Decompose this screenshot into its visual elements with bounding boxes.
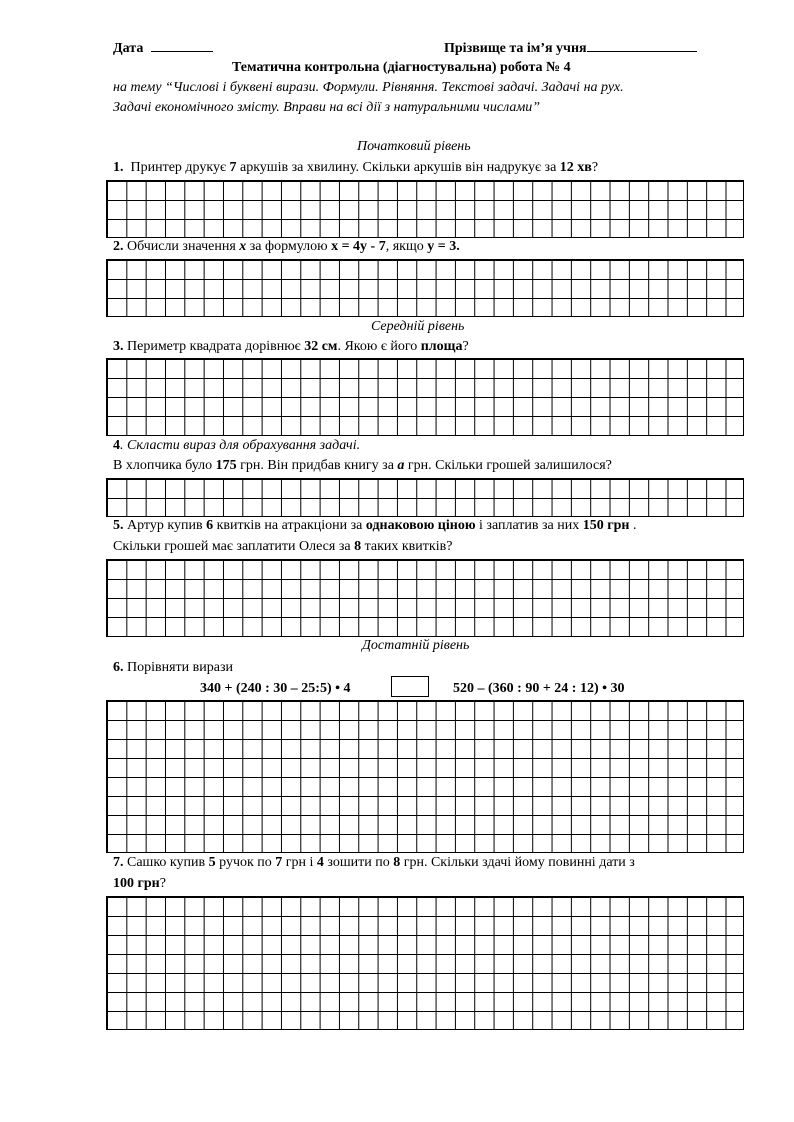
comparison-sign-box[interactable] xyxy=(391,676,429,697)
task-2-formula: x = 4y - 7 xyxy=(331,239,386,254)
task-7-part: ручок по xyxy=(215,855,276,870)
task-4-instruction-text: . Скласти вираз для обрахування задачі. xyxy=(120,438,361,453)
task-7-part: зошити по xyxy=(323,855,394,870)
task-7-text-line-2 xyxy=(113,876,166,892)
date-field xyxy=(113,39,213,57)
task-4-text xyxy=(113,458,612,474)
task-1-bold: 7 xyxy=(229,160,237,175)
task-5-part: Скільки грошей має заплатити Олеся за xyxy=(113,539,355,554)
task-7-bold: 8 xyxy=(393,855,401,870)
topic-line-2: Задачі економічного змісту. Вправи на всі дії з натуральними числами” xyxy=(113,100,541,115)
task-4-number: 4 xyxy=(113,438,120,453)
date-label: Дата xyxy=(113,41,144,56)
task-3-part: ? xyxy=(462,339,469,354)
task-3-bold: 32 см xyxy=(304,339,338,354)
task-5-bold: однаковою ціною xyxy=(365,518,476,533)
task-3-part: Периметр квадрата дорівнює xyxy=(123,339,305,354)
task-1-part: аркушів за хвилину. Скільки аркушів він надрукує за xyxy=(236,160,560,175)
task-5-bold: 6 xyxy=(206,518,214,533)
task-4-part: грн. Він придбав книгу за xyxy=(236,458,398,473)
task-7-bold: 5 xyxy=(208,855,216,870)
page-title: Тематична контрольна (діагностувальна) робота № 4 xyxy=(232,60,571,75)
task-5-number: 5. xyxy=(113,518,124,533)
level-initial: Початковий рівень xyxy=(357,139,471,154)
task-4-part: грн. Скільки грошей залишилося? xyxy=(404,458,612,473)
task-1-text xyxy=(113,160,598,176)
task-4-variable: а xyxy=(397,458,405,473)
task-5-bold: 150 грн xyxy=(582,518,630,533)
task-1-answer-grid[interactable] xyxy=(106,180,744,238)
task-7-part: грн. Скільки здачі йому повинні дати з xyxy=(400,855,635,870)
task-5-answer-grid[interactable] xyxy=(106,559,744,637)
task-5-part: . xyxy=(629,518,637,533)
task-4-bold: 175 xyxy=(215,458,237,473)
task-5-text-line-2 xyxy=(113,539,452,555)
task-2-number: 2. xyxy=(113,239,124,254)
task-7-part: грн і xyxy=(282,855,317,870)
task-3-answer-grid[interactable] xyxy=(106,358,744,436)
student-name-blank[interactable] xyxy=(587,39,697,52)
task-3-part: . Якою є його xyxy=(337,339,421,354)
task-2-answer-grid[interactable] xyxy=(106,259,744,317)
task-7-number: 7. xyxy=(113,855,124,870)
task-7-bold: 4 xyxy=(316,855,324,870)
task-5-text xyxy=(113,518,636,534)
date-blank[interactable] xyxy=(151,39,213,52)
task-4-answer-grid[interactable] xyxy=(106,478,744,517)
task-4-part: В хлопчика було xyxy=(113,458,216,473)
level-middle: Середній рівень xyxy=(371,319,465,334)
task-7-answer-grid[interactable] xyxy=(106,896,744,1030)
task-6-part: Порівняти вирази xyxy=(123,660,233,675)
topic-line-1: на тему “Числові і буквені вирази. Формули. Рівняння. Текстові задачі. Задачі на рух. xyxy=(113,80,624,95)
task-6-number: 6. xyxy=(113,660,124,675)
task-4-instruction xyxy=(113,438,360,454)
task-6-answer-grid[interactable] xyxy=(106,700,744,853)
task-3-bold: площа xyxy=(420,339,463,354)
task-6-expression-right: 520 – (360 : 90 + 24 : 12) • 30 xyxy=(453,681,625,696)
task-1-part: Принтер друкує xyxy=(130,160,230,175)
task-5-part: Артур купив xyxy=(123,518,207,533)
task-6-expression-left: 340 + (240 : 30 – 25:5) • 4 xyxy=(200,681,351,696)
task-1-number: 1. xyxy=(113,160,124,175)
task-7-part: ? xyxy=(159,876,166,891)
task-2-text xyxy=(113,239,460,255)
task-5-part: і заплатив за них xyxy=(475,518,583,533)
task-7-text xyxy=(113,855,635,871)
task-1-part: ? xyxy=(591,160,599,175)
level-sufficient: Достатній рівень xyxy=(362,638,470,653)
task-7-bold: 7 xyxy=(275,855,283,870)
student-name-label: Прізвище та ім’я учня xyxy=(444,41,587,56)
task-2-variable: x xyxy=(239,239,247,254)
task-2-part: Обчисли значення xyxy=(123,239,240,254)
student-name-field xyxy=(444,39,697,57)
task-5-part: таких квитків? xyxy=(361,539,453,554)
task-5-part: квитків на атракціони за xyxy=(213,518,366,533)
task-7-part: Сашко купив xyxy=(123,855,209,870)
task-3-text xyxy=(113,339,469,355)
task-2-condition: y = 3. xyxy=(427,239,460,254)
task-2-part: , якщо xyxy=(385,239,428,254)
task-6-text xyxy=(113,660,233,676)
task-3-number: 3. xyxy=(113,339,124,354)
task-7-bold: 100 грн xyxy=(113,876,160,891)
task-1-bold: 12 хв xyxy=(559,160,592,175)
task-5-bold: 8 xyxy=(354,539,362,554)
task-2-part: за формулою xyxy=(246,239,332,254)
